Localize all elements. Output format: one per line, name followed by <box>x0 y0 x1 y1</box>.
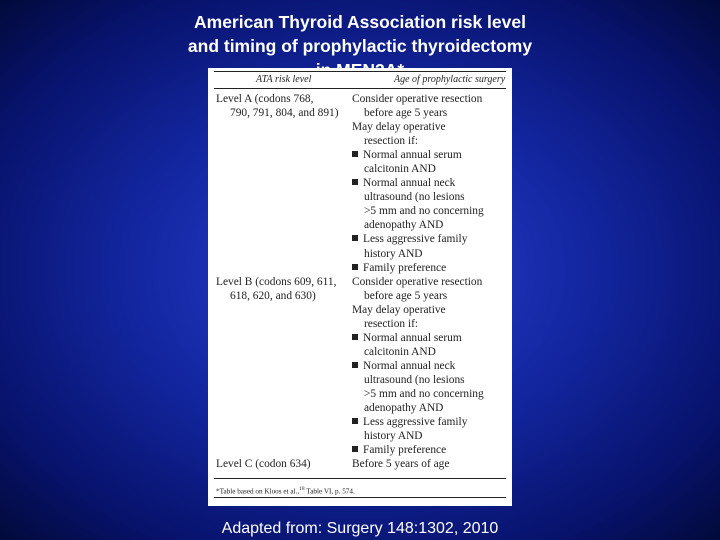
title-line-2: and timing of prophylactic thyroidectomy <box>187 36 533 56</box>
column-header-risk-level: ATA risk level <box>256 74 312 85</box>
bullet-icon <box>352 446 358 452</box>
bullet-icon <box>352 235 358 241</box>
surgery-line: Consider operative resection <box>352 93 483 105</box>
condition-text: ultrasound (no lesions <box>364 373 465 386</box>
condition-text: Less aggressive family <box>363 233 468 246</box>
surgery-line: resection if: <box>364 135 419 148</box>
risk-level-cell <box>216 275 356 303</box>
column-header-age-surgery: Age of prophylactic surgery <box>394 74 506 85</box>
risk-level-cell <box>216 457 356 471</box>
footnote-reference: 18 <box>299 486 305 492</box>
table-row-level-a <box>216 92 508 275</box>
table-row-level-c <box>216 457 508 471</box>
condition-text: Normal annual neck <box>363 177 456 190</box>
surgery-age-cell <box>352 92 508 275</box>
table-footnote <box>216 484 355 496</box>
table-row-level-b <box>216 275 508 458</box>
surgery-line: May delay operative <box>352 121 446 134</box>
condition-text: Normal annual serum <box>363 331 462 344</box>
risk-table <box>208 68 512 506</box>
header-rule-bottom <box>214 88 506 89</box>
surgery-line: Consider operative resection <box>352 275 483 288</box>
source-citation: Adapted from: Surgery 148:1302, 2010 <box>221 520 499 537</box>
surgery-line: before age 5 years <box>364 107 448 120</box>
condition-text: >5 mm and no concerning <box>364 205 484 218</box>
footnote-rest: Table VI, p. 574. <box>304 487 355 496</box>
footer-rule-bottom <box>214 497 506 498</box>
condition-text: Family preference <box>363 444 447 457</box>
condition-text: Normal annual serum <box>363 149 462 162</box>
condition-text: history AND <box>364 247 423 260</box>
condition-text: ultrasound (no lesions <box>364 191 465 204</box>
bullet-icon <box>352 418 358 424</box>
condition-text: adenopathy AND <box>364 219 444 232</box>
risk-level-codons: 618, 620, and 630) <box>230 289 316 302</box>
footer-rule-top <box>214 478 506 479</box>
risk-level-codons: 790, 791, 804, and 891) <box>230 107 339 119</box>
footnote-text: *Table based on Kloos et al., <box>216 487 300 496</box>
condition-text: >5 mm and no concerning <box>364 387 484 400</box>
condition-text: calcitonin AND <box>364 163 436 176</box>
risk-level-cell <box>216 92 356 120</box>
bullet-icon <box>352 362 358 368</box>
bullet-icon <box>352 179 358 185</box>
surgery-age-cell <box>352 275 508 458</box>
condition-text: adenopathy AND <box>364 402 444 415</box>
table-body <box>216 92 508 471</box>
condition-text: history AND <box>364 430 423 443</box>
bullet-icon <box>352 264 358 270</box>
condition-text: calcitonin AND <box>364 345 436 358</box>
surgery-line: resection if: <box>364 317 419 330</box>
risk-level-line: Level B (codons 609, 611, <box>216 275 337 288</box>
surgery-line: May delay operative <box>352 303 446 316</box>
condition-text: Less aggressive family <box>363 416 468 429</box>
surgery-age-cell <box>352 457 508 471</box>
header-rule-top <box>214 71 506 72</box>
title-line-1: American Thyroid Association risk level <box>194 12 526 32</box>
bullet-icon <box>352 334 358 340</box>
condition-text: Normal annual neck <box>363 359 456 372</box>
risk-level-line: Level A (codons 768, <box>216 93 314 105</box>
risk-level-line: Level C (codon 634) <box>216 458 311 471</box>
surgery-line: Before 5 years of age <box>352 458 450 471</box>
condition-text: Family preference <box>363 261 447 274</box>
bullet-icon <box>352 151 358 157</box>
surgery-line: before age 5 years <box>364 289 448 302</box>
